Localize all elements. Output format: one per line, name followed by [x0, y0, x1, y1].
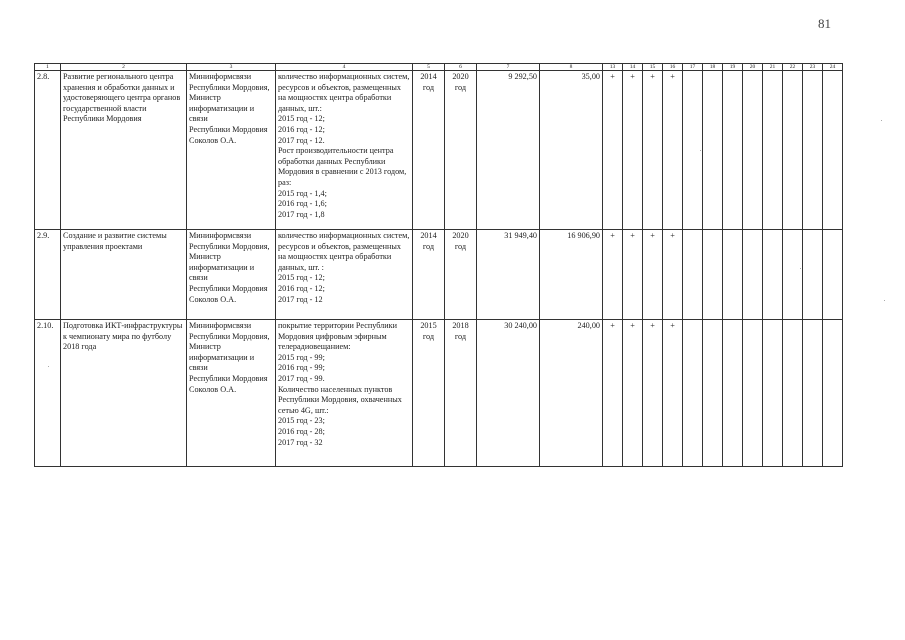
start-year: 2014 год — [413, 71, 445, 230]
empty-cell — [803, 71, 823, 230]
activity-name: Подготовка ИКТ-инфраструктуры к чемпионату мира по футболу 2018 года — [61, 320, 187, 467]
mark-cell: + — [663, 71, 683, 230]
empty-cell — [823, 320, 843, 467]
empty-cell — [763, 230, 783, 320]
scan-speck — [48, 366, 49, 367]
activity-name: Создание и развитие системы управления проектами — [61, 230, 187, 320]
empty-cell — [723, 230, 743, 320]
column-number: 18 — [703, 64, 723, 71]
funding-col8: 240,00 — [540, 320, 603, 467]
column-number: 20 — [743, 64, 763, 71]
column-number: 5 — [413, 64, 445, 71]
column-number: 4 — [276, 64, 413, 71]
empty-cell — [783, 71, 803, 230]
empty-cell — [743, 320, 763, 467]
responsible-executor: Мининформсвязи Республики Мордовия, Министр информатизации и связи Республики Мордовия Соколов О.А. — [187, 230, 276, 320]
column-number: 8 — [540, 64, 603, 71]
funding-col8: 16 906,90 — [540, 230, 603, 320]
start-year: 2014 год — [413, 230, 445, 320]
column-number: 17 — [683, 64, 703, 71]
column-number: 24 — [823, 64, 843, 71]
empty-cell — [703, 71, 723, 230]
empty-cell — [803, 230, 823, 320]
column-number: 15 — [643, 64, 663, 71]
empty-cell — [743, 230, 763, 320]
end-year: 2020 год — [445, 230, 477, 320]
empty-cell — [763, 320, 783, 467]
end-year: 2018 год — [445, 320, 477, 467]
table-row — [35, 71, 843, 230]
mark-cell: + — [663, 230, 683, 320]
scan-speck — [884, 300, 885, 301]
row-number: 2.8. — [35, 71, 61, 230]
column-number: 1 — [35, 64, 61, 71]
mark-cell: + — [643, 71, 663, 230]
program-activities-table — [34, 63, 843, 467]
column-number: 13 — [603, 64, 623, 71]
empty-cell — [763, 71, 783, 230]
column-number: 21 — [763, 64, 783, 71]
mark-cell: + — [603, 71, 623, 230]
column-number: 2 — [61, 64, 187, 71]
funding-col7: 30 240,00 — [477, 320, 540, 467]
table-row — [35, 320, 843, 467]
table-row — [35, 230, 843, 320]
activity-name: Развитие регионального центра хранения и обработки данных и удостоверяющего центра органов государственной власти Республики Мордовия — [61, 71, 187, 230]
mark-cell: + — [623, 320, 643, 467]
funding-col7: 31 949,40 — [477, 230, 540, 320]
column-number: 7 — [477, 64, 540, 71]
column-number: 16 — [663, 64, 683, 71]
page-number: 81 — [818, 16, 831, 31]
responsible-executor: Мининформсвязи Республики Мордовия, Министр информатизации и связи Республики Мордовия Соколов О.А. — [187, 71, 276, 230]
column-number: 19 — [723, 64, 743, 71]
mark-cell: + — [623, 71, 643, 230]
scan-speck — [700, 150, 701, 151]
column-number-row — [35, 64, 843, 71]
empty-cell — [723, 320, 743, 467]
mark-cell: + — [643, 230, 663, 320]
scan-speck — [800, 268, 801, 269]
empty-cell — [723, 71, 743, 230]
scan-speck — [881, 120, 882, 121]
column-number: 23 — [803, 64, 823, 71]
empty-cell — [683, 320, 703, 467]
responsible-executor: Мининформсвязи Республики Мордовия, Министр информатизации и связи Республики Мордовия Соколов О.А. — [187, 320, 276, 467]
target-indicators: количество информационных систем, ресурсов и объектов, размещенных на мощностях центра обработки данных, шт. : 2015 год - 12; 2016 год - 12; 2017 год - 12 — [276, 230, 413, 320]
empty-cell — [803, 320, 823, 467]
column-number: 6 — [445, 64, 477, 71]
funding-col8: 35,00 — [540, 71, 603, 230]
empty-cell — [743, 71, 763, 230]
empty-cell — [703, 230, 723, 320]
mark-cell: + — [603, 230, 623, 320]
column-number: 22 — [783, 64, 803, 71]
mark-cell: + — [623, 230, 643, 320]
empty-cell — [823, 230, 843, 320]
row-number: 2.10. — [35, 320, 61, 467]
empty-cell — [683, 230, 703, 320]
empty-cell — [823, 71, 843, 230]
target-indicators: покрытие территории Республики Мордовия цифровым эфирным телерадиовещанием: 2015 год - 99; 2016 год - 99; 2017 год - 99. Количество населенных пунктов Республики Мордовия, охваченных сетью 4G, шт.: 2015 год - 23; 2016 год - 28; 2017 год - 32 — [276, 320, 413, 467]
target-indicators: количество информационных систем, ресурсов и объектов, размещенных на мощностях центра обработки данных, шт.: 2015 год - 12; 2016 год - 12; 2017 год - 12. Рост производительности центра обработки данных Республики Мордовия в сравнении с 2013 годом, раз: 2015 год - 1,4; 2016 год - 1,6; 2017 год - 1,8 — [276, 71, 413, 230]
column-number: 3 — [187, 64, 276, 71]
empty-cell — [783, 230, 803, 320]
start-year: 2015 год — [413, 320, 445, 467]
mark-cell: + — [663, 320, 683, 467]
mark-cell: + — [643, 320, 663, 467]
funding-col7: 9 292,50 — [477, 71, 540, 230]
mark-cell: + — [603, 320, 623, 467]
row-number: 2.9. — [35, 230, 61, 320]
column-number: 14 — [623, 64, 643, 71]
empty-cell — [703, 320, 723, 467]
end-year: 2020 год — [445, 71, 477, 230]
empty-cell — [783, 320, 803, 467]
